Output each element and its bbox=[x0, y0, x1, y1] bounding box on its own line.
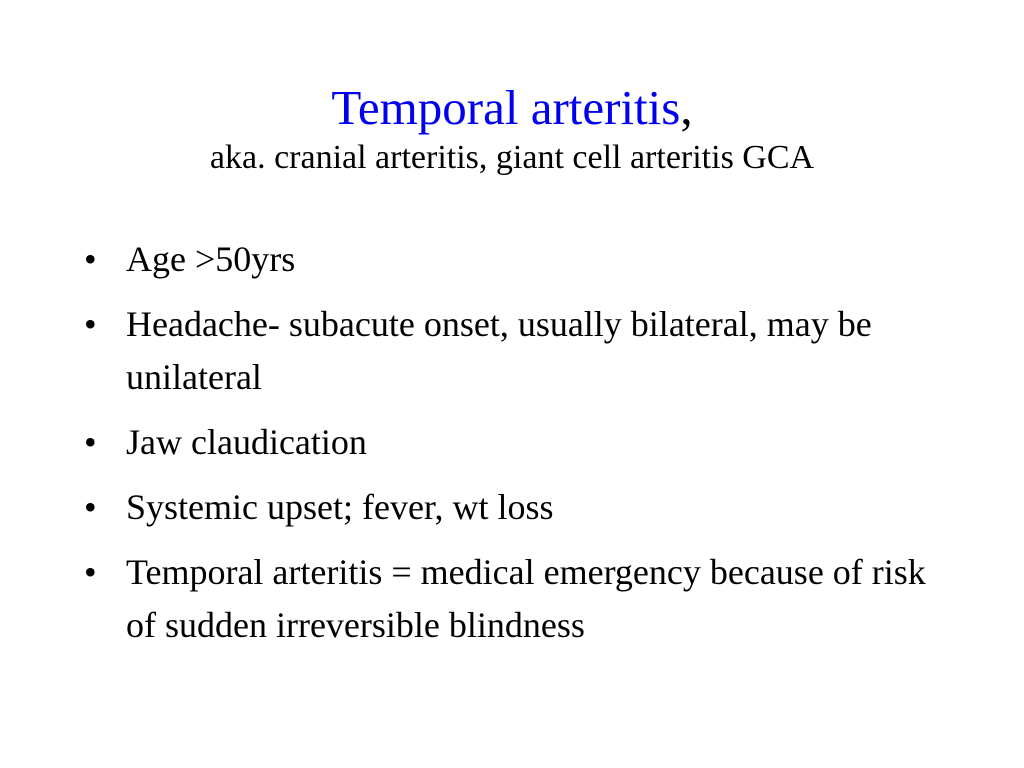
bullet-text: Jaw claudication bbox=[126, 422, 367, 462]
bullet-text: Headache- subacute onset, usually bilateral, may be unilateral bbox=[126, 304, 872, 397]
bullet-icon: • bbox=[84, 422, 97, 462]
title-punctuation: , bbox=[680, 80, 693, 135]
title-block bbox=[0, 78, 1024, 178]
bullet-icon: • bbox=[84, 552, 97, 592]
slide-title: Temporal arteritis bbox=[331, 80, 681, 135]
title-line bbox=[0, 78, 1024, 138]
bullet-icon: • bbox=[84, 239, 97, 279]
bullet-item bbox=[84, 416, 964, 469]
bullet-icon: • bbox=[84, 487, 97, 527]
bullet-list bbox=[84, 233, 964, 664]
slide-subtitle: aka. cranial arteritis, giant cell arteritis GCA bbox=[209, 139, 815, 176]
bullet-icon: • bbox=[84, 304, 97, 344]
bullet-item bbox=[84, 546, 964, 652]
bullet-text: Temporal arteritis = medical emergency because of risk of sudden irreversible blindness bbox=[126, 552, 926, 645]
bullet-item bbox=[84, 233, 964, 286]
bullet-item bbox=[84, 298, 964, 404]
bullet-item bbox=[84, 481, 964, 534]
bullet-text: Systemic upset; fever, wt loss bbox=[126, 487, 554, 527]
bullet-text: Age >50yrs bbox=[126, 239, 296, 279]
